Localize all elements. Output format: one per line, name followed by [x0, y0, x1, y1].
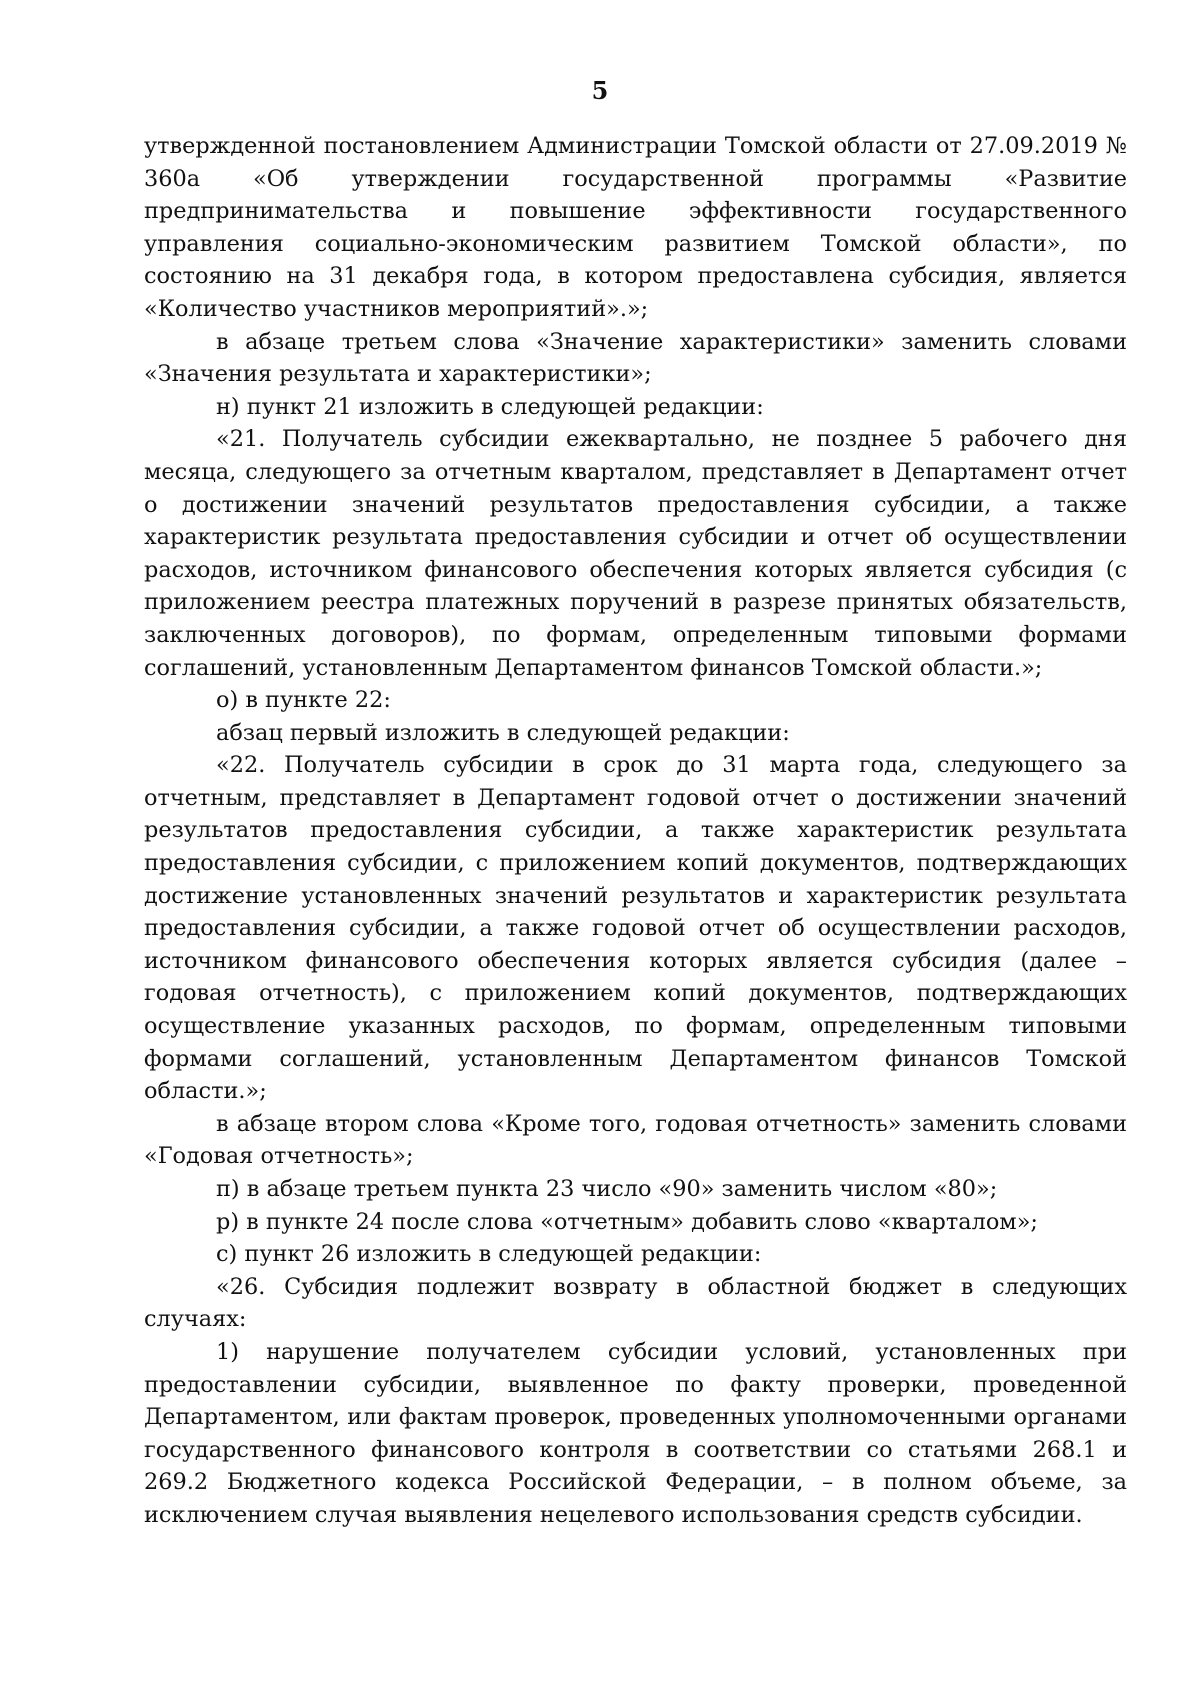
paragraph-4: «21. Получатель субсидии ежеквартально, не позднее 5 рабочего дня месяца, следующего за отчетным кварталом, представляет в Департамент отчет о достижении значений результатов предоставления субсидии, а также характеристик результата предоставления субсидии и отчет об осуществлении расходов, источником финансового обеспечения которых является субсидия (с приложением реестра платежных поручений в разрезе принятых обязательств, заключенных договоров), по формам, определенным типовыми формами соглашений, установленным Департаментом финансов Томской области.»;	[144, 426, 1127, 681]
paragraph-13: 1) нарушение получателем субсидии условий, установленных при предоставлении субсидии, выявленное по факту проверки, проведенной Департаментом, или фактам проверок, проведенных уполномоченными органами государственного финансового контроля в соответствии со статьями 268.1 и 269.2 Бюджетного кодекса Российской Федерации, – в полном объеме, за исключением случая выявления нецелевого использования средств субсидии.	[144, 1338, 1127, 1528]
paragraph-5: о) в пункте 22:	[216, 687, 391, 714]
page-number: 5	[591, 76, 609, 105]
paragraph-10: р) в пункте 24 после слова «отчетным» добавить слово «кварталом»;	[216, 1208, 1038, 1235]
paragraph-2: в абзаце третьем слова «Значение характеристики» заменить словами «Значения результата и характеристики»;	[144, 328, 1127, 388]
paragraph-8: в абзаце втором слова «Кроме того, годовая отчетность» заменить словами «Годовая отчетность»;	[144, 1110, 1127, 1170]
paragraph-1: утвержденной постановлением Администрации Томской области от 27.09.2019 № 360а «Об утверждении государственной программы «Развитие предпринимательства и повышение эффективности государственного управления социально-экономическим развитием Томской области», по состоянию на 31 декабря года, в котором предоставлена субсидия, является «Количество участников мероприятий».»;	[144, 133, 1127, 322]
paragraph-11: с) пункт 26 изложить в следующей редакции:	[216, 1241, 762, 1268]
paragraph-7: «22. Получатель субсидии в срок до 31 марта года, следующего за отчетным, представляет в Департамент годовой отчет о достижении значений результатов предоставления субсидии, а также характеристик результата предоставления субсидии, с приложением копий документов, подтверждающих достижение установленных значений результатов и характеристик результата предоставления субсидии, а также годовой отчет об осуществлении расходов, источником финансового обеспечения которых является субсидия (далее – годовая отчетность), с приложением копий документов, подтверждающих осуществление указанных расходов, по формам, определенным типовыми формами соглашений, установленным Департаментом финансов Томской области.»;	[144, 752, 1127, 1105]
paragraph-3: н) пункт 21 изложить в следующей редакции:	[216, 393, 764, 420]
paragraph-6: абзац первый изложить в следующей редакции:	[216, 719, 790, 746]
paragraph-12: «26. Субсидия подлежит возврату в областной бюджет в следующих случаях:	[144, 1273, 1127, 1333]
document-body	[144, 130, 1127, 1532]
paragraph-9: п) в абзаце третьем пункта 23 число «90» заменить числом «80»;	[216, 1176, 998, 1202]
